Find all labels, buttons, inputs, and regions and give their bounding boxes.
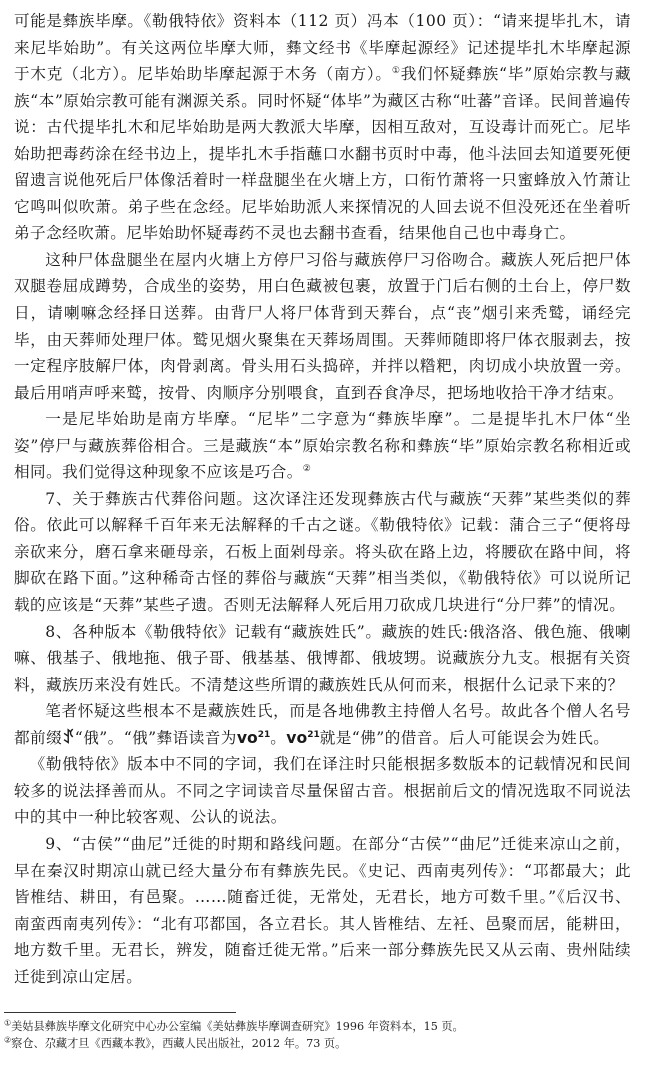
paragraph-1-text-a: 可能是彝族毕摩。《勒俄特依》资料本（112 页）冯本（100 页）：“请来提毕扎木，请来尼毕始助”。有关这两位毕摩大师，彝文经书《毕摩起源经》记述提毕扎木毕摩起源于木克（北方）。尼毕始助毕摩起源于木务（南方）。 xyxy=(14,12,631,84)
paragraph-6-text-c: 。 xyxy=(270,728,287,747)
footnotes xyxy=(4,1018,634,1052)
footnote-1-mark: ① xyxy=(4,1018,12,1028)
footnote-1-text: 美姑县彝族毕摩文化研究中心办公室编《美姑彝族毕摩调查研究》1996 年资料本，15 页。 xyxy=(11,1020,464,1033)
yi-glyph: ꀋ xyxy=(62,727,75,747)
paragraph-6 xyxy=(14,698,631,751)
paragraph-1 xyxy=(14,8,631,247)
phonetic-vo-1: vo xyxy=(236,728,258,747)
footnote-2 xyxy=(4,1035,634,1052)
paragraph-7: 《勒俄特依》版本中不同的字词，我们在译注时只能根据多数版本的记载情况和民间较多的说法择善而从。不同之字词读音尽量保留古音。根据前后文的情况选取不同说法中的其中一种比较客观、公认的说法。 xyxy=(14,755,631,827)
paragraph-8: 9、“古侯”“曲尼”迁徙的时期和路线问题。在部分“古侯”“曲尼”迁徙来凉山之前，早在秦汉时期凉山就已经大量分布有彝族先民。《史记、西南夷列传》：“邛都最大；此皆椎结、耕田，有邑聚。……随畜迁徙，无常处，无君长，地方可数千里。”《后汉书、南蛮西南夷列传》：“北有邛都国，各立君长。其人皆椎结、左衽、邑聚而居，能耕田，地方数千里。无君长，辨发，随畜迁徙无常。”后来一部分彝族先民又从云南、贵州陆续迁徙到凉山定居。 xyxy=(14,834,631,986)
phonetic-vo-2: vo xyxy=(286,728,308,747)
paragraph-3 xyxy=(14,406,631,486)
paragraph-2: 这种尸体盘腿坐在屋内火塘上方停尸习俗与藏族停尸习俗吻合。藏族人死后把尸体双腿卷屈成蹲势，合成坐的姿势，用白色藏被包裹，放置于门后右侧的土台上，停尸数日，请喇嘛念经择日送葬。由背尸人将尸体背到天葬台，点“丧”烟引来秃鹫，诵经完毕，由天葬师处理尸体。鹫见烟火聚集在天葬场周围。天葬师随即将尸体衣服剥去，按一定程序肢解尸体，肉骨剥离。骨头用石头捣碎，并拌以糌粑，肉切成小块放置一旁。最后用哨声呼来鹫，按骨、肉顺序分别喂食，直到吞食净尽，把场地收拾干净才结束。 xyxy=(14,250,631,402)
paragraph-4: 7、关于彝族古代葬俗问题。这次译注还发现彝族古代与藏族“天葬”某些类似的葬俗。依此可以解释千百年来无法解释的千古之谜。《勒俄特依》记载：蒲合三子“便将母亲砍来分，磨石拿来砸母亲，石板上面剁母亲。将头砍在路上边，将腰砍在路中间，将脚砍在路下面。”这种稀奇古怪的葬俗与藏族“天葬”相当类似，《勒俄特依》可以说所记载的应该是“天葬”某些孑遗。否则无法解释人死后用刀砍成几块进行“分尸葬”的情况。 xyxy=(14,489,631,615)
footnote-2-text: 察仓、尕藏才旦《西藏本教》，西藏人民出版社，2012 年。73 页。 xyxy=(11,1037,347,1050)
tone-mark-2: 21 xyxy=(307,729,320,740)
footnote-ref-1: ① xyxy=(391,65,401,76)
footnote-divider xyxy=(4,1012,236,1013)
paragraph-6-text-a: 笔者怀疑这些根本不是藏族姓氏，而是各地佛教主持僧人名号。故此各个僧人名号都前缀 xyxy=(14,702,631,747)
paragraph-5: 8、各种版本《勒俄特依》记载有“藏族姓氏”。藏族的姓氏:俄洛洛、俄色施、俄喇嘛、俄基子、俄地拖、俄子哥、俄基基、俄博都、俄坡甥。说藏族分九支。根据有关资料，藏族历来没有姓氏。不清楚这些所谓的藏族姓氏从何而来，根据什么记录下来的？ xyxy=(14,622,631,694)
footnote-1 xyxy=(4,1018,634,1035)
tone-mark-1: 21 xyxy=(257,729,271,740)
paragraph-1-text-b: 我们怀疑彝族“毕”原始宗教与藏族“本”原始宗教可能有渊源关系。同时怀疑“体毕”为藏区古称“吐蕃”音译。民间普遍传说：古代提毕扎木和尼毕始助是两大教派大毕摩，因相互敌对，互设毒计而死亡。尼毕始助把毒药涂在经书边上，提毕扎木手指蘸口水翻书页时中毒，他斗法回去知道要死便留遗言说他死后尸体像活着时一样盘腿坐在火塘上方，口衔竹萧将一只蜜蜂放入竹萧让它鸣叫似吹萧。弟子些在念经。尼毕始助派人来探情况的人回去说不但没死还在坐着听弟子念经吹萧。尼毕始助怀疑毒药不灵也去翻书查看，结果他自己也中毒身亡。 xyxy=(14,65,631,243)
paragraph-6-text-d: 就是“佛”的借音。后人可能误会为姓氏。 xyxy=(319,728,610,747)
footnote-ref-2: ② xyxy=(302,464,312,475)
paragraph-6-text-b: “俄”。“俄”彝语读音为 xyxy=(74,728,237,747)
footnote-2-mark: ② xyxy=(4,1035,12,1045)
paragraph-3-text: 一是尼毕始助是南方毕摩。“尼毕”二字意为“彝族毕摩”。二是提毕扎木尸体“坐姿”停尸与藏族葬俗相合。三是藏族“本”原始宗教名称和彝族“毕”原始宗教名称相近或相同。我们觉得这种现象不应该是巧合。 xyxy=(14,410,631,482)
